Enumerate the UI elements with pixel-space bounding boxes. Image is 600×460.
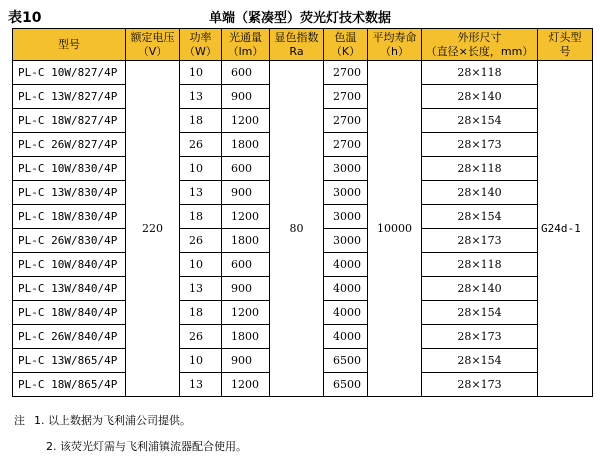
cell-power: 10 — [180, 349, 222, 373]
cell-life: 10000 — [368, 61, 422, 397]
cell-flux: 900 — [222, 349, 270, 373]
cell-power: 13 — [180, 181, 222, 205]
cell-flux: 1200 — [222, 205, 270, 229]
table-body — [13, 61, 593, 397]
cell-model: PL-C 18W/827/4P — [13, 109, 126, 133]
cell-ra: 80 — [270, 61, 324, 397]
cell-cct: 4000 — [324, 325, 368, 349]
cell-flux: 900 — [222, 85, 270, 109]
cell-power: 26 — [180, 325, 222, 349]
cell-cct: 3000 — [324, 229, 368, 253]
cell-flux: 1800 — [222, 325, 270, 349]
table-title: 单端（紧凑型）荧光灯技术数据 — [208, 11, 391, 26]
cell-cct: 3000 — [324, 157, 368, 181]
col-header-voltage: 额定电压 （V） — [126, 29, 180, 61]
cell-model: PL-C 10W/827/4P — [13, 61, 126, 85]
col-header-size: 外形尺寸 （直径×长度，mm） — [422, 29, 538, 61]
cell-flux: 1800 — [222, 133, 270, 157]
cell-cct: 4000 — [324, 253, 368, 277]
lamp-data-table — [12, 28, 593, 397]
table-notes — [14, 408, 247, 460]
cell-size: 28×140 — [422, 85, 538, 109]
cell-size: 28×173 — [422, 229, 538, 253]
cell-size: 28×140 — [422, 277, 538, 301]
cell-flux: 900 — [222, 181, 270, 205]
note-item — [14, 434, 247, 460]
cell-model: PL-C 26W/827/4P — [13, 133, 126, 157]
col-header-lamp-base: 灯头型 号 — [538, 29, 593, 61]
cell-flux: 1200 — [222, 373, 270, 397]
cell-cct: 4000 — [324, 301, 368, 325]
cell-cct: 2700 — [324, 109, 368, 133]
cell-size: 28×118 — [422, 61, 538, 85]
cell-cct: 6500 — [324, 349, 368, 373]
cell-size: 28×154 — [422, 205, 538, 229]
cell-power: 18 — [180, 205, 222, 229]
note-text: 1. 以上数据为飞利浦公司提供。 — [34, 414, 191, 427]
cell-flux: 600 — [222, 253, 270, 277]
cell-cct: 3000 — [324, 205, 368, 229]
cell-model: PL-C 13W/827/4P — [13, 85, 126, 109]
cell-power: 10 — [180, 253, 222, 277]
cell-size: 28×140 — [422, 181, 538, 205]
cell-size: 28×154 — [422, 349, 538, 373]
header-row — [13, 29, 593, 61]
cell-size: 28×173 — [422, 325, 538, 349]
cell-flux: 900 — [222, 277, 270, 301]
cell-model: PL-C 18W/840/4P — [13, 301, 126, 325]
cell-flux: 600 — [222, 61, 270, 85]
col-header-cct: 色温 （K） — [324, 29, 368, 61]
cell-cct: 2700 — [324, 133, 368, 157]
cell-flux: 600 — [222, 157, 270, 181]
cell-power: 18 — [180, 301, 222, 325]
cell-power: 13 — [180, 373, 222, 397]
cell-voltage: 220 — [126, 61, 180, 397]
cell-size: 28×154 — [422, 301, 538, 325]
cell-size: 28×118 — [422, 253, 538, 277]
note-prefix: 注 — [14, 414, 25, 427]
cell-cct: 6500 — [324, 373, 368, 397]
col-header-power: 功率 （W） — [180, 29, 222, 61]
cell-power: 26 — [180, 229, 222, 253]
table-row — [13, 61, 593, 85]
cell-power: 13 — [180, 85, 222, 109]
cell-power: 10 — [180, 61, 222, 85]
col-header-ra: 显色指数 Ra — [270, 29, 324, 61]
cell-size: 28×154 — [422, 109, 538, 133]
note-text: 2. 该荧光灯需与飞利浦镇流器配合使用。 — [46, 440, 247, 453]
cell-size: 28×173 — [422, 133, 538, 157]
cell-cct: 2700 — [324, 85, 368, 109]
cell-model: PL-C 10W/830/4P — [13, 157, 126, 181]
cell-model: PL-C 18W/830/4P — [13, 205, 126, 229]
cell-power: 18 — [180, 109, 222, 133]
cell-model: PL-C 18W/865/4P — [13, 373, 126, 397]
cell-model: PL-C 26W/840/4P — [13, 325, 126, 349]
col-header-model: 型号 — [13, 29, 126, 61]
cell-model: PL-C 13W/830/4P — [13, 181, 126, 205]
cell-flux: 1800 — [222, 229, 270, 253]
table-number: 表10 — [8, 10, 42, 26]
cell-size: 28×118 — [422, 157, 538, 181]
cell-model: PL-C 26W/830/4P — [13, 229, 126, 253]
cell-cct: 2700 — [324, 61, 368, 85]
cell-power: 13 — [180, 277, 222, 301]
cell-model: PL-C 13W/865/4P — [13, 349, 126, 373]
cell-model: PL-C 10W/840/4P — [13, 253, 126, 277]
col-header-flux: 光通量 （lm） — [222, 29, 270, 61]
cell-model: PL-C 13W/840/4P — [13, 277, 126, 301]
cell-power: 26 — [180, 133, 222, 157]
cell-size: 28×173 — [422, 373, 538, 397]
cell-flux: 1200 — [222, 301, 270, 325]
cell-cct: 4000 — [324, 277, 368, 301]
note-item — [14, 408, 247, 434]
cell-power: 10 — [180, 157, 222, 181]
cell-cct: 3000 — [324, 181, 368, 205]
col-header-life: 平均寿命 （h） — [368, 29, 422, 61]
cell-flux: 1200 — [222, 109, 270, 133]
cell-lamp-base: G24d-1 — [538, 61, 593, 397]
